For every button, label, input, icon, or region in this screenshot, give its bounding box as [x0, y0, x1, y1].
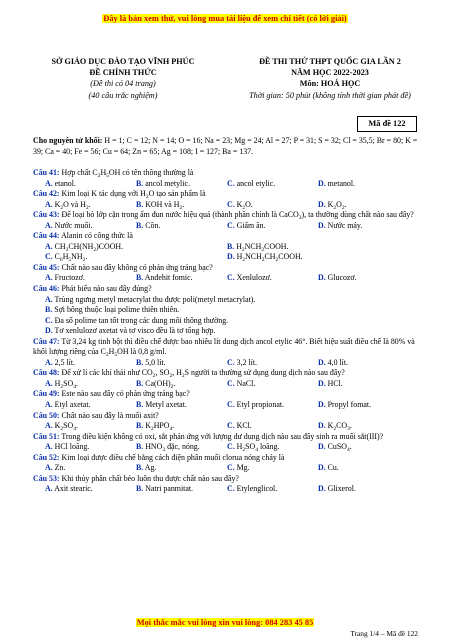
answer-option [136, 200, 227, 211]
answer-option [318, 442, 409, 453]
option-text: $HNO_3$ đặc, nóng. [143, 442, 200, 454]
answer-option [227, 442, 318, 453]
time-limit: Thời gian: 50 phút (không tính thời gian phát đề) [249, 90, 411, 100]
option-letter: C. [227, 357, 235, 367]
question-stem [33, 337, 423, 358]
question-item [33, 189, 423, 210]
question-text: Kim loại được điều chế bằng cách điện phân muối clorua nóng chảy là [59, 452, 285, 462]
question-stem [33, 411, 423, 422]
question-number: Câu 53: [33, 473, 60, 483]
option-text: Tơ xenlulozơ axetat và tơ visco đều là tơ tổng hợp. [52, 326, 216, 336]
option-text: Etylenglicol. [234, 484, 278, 494]
question-item [33, 337, 423, 369]
question-list [33, 168, 423, 495]
answer-option [136, 463, 227, 474]
question-text: Chất nào sau đây không có phản ứng tráng bạc? [59, 262, 213, 272]
option-text: KCl. [234, 421, 252, 431]
option-letter: D. [318, 178, 326, 188]
answer-option [136, 421, 227, 432]
answer-option [136, 484, 227, 495]
option-text: Nước máy. [325, 220, 363, 230]
option-text: $K_2O$ và $H_2$. [52, 199, 91, 211]
option-text: CuSO$_4$. [325, 442, 352, 454]
option-text: $H_2NCH_2CH_2COOH$. [234, 252, 303, 264]
question-item [33, 432, 423, 453]
question-item [33, 263, 423, 284]
option-text: $H_2SO_4$. [52, 378, 78, 390]
question-item [33, 389, 423, 410]
option-letter: C. [45, 315, 53, 325]
option-letter: D. [45, 326, 53, 336]
answer-option [136, 358, 227, 369]
option-letter: C. [227, 442, 235, 452]
option-text: Etyl axetat. [52, 400, 91, 410]
option-text: $K_2O$. [234, 199, 253, 211]
answer-option [318, 421, 409, 432]
official-label: ĐỀ CHÍNH THỨC [89, 68, 157, 78]
exam-code-box: Mã đề 122 [357, 116, 417, 132]
question-text: Trong điều kiện không có oxi, sắt phản ứng với lượng dư dung dịch nào sau đây sinh ra muối sắt(III)? [59, 431, 384, 441]
option-text: Glucozơ. [325, 273, 357, 283]
question-text: Este nào sau đây có phản ứng tráng bạc? [59, 389, 190, 399]
answer-option [33, 295, 423, 306]
option-letter: B. [136, 357, 144, 367]
option-text: ancol etylic. [234, 178, 276, 188]
option-letter: D. [227, 252, 235, 262]
question-number: Câu 46: [33, 284, 60, 294]
answer-options [33, 200, 423, 211]
option-letter: A. [45, 241, 53, 251]
atomic-masses [33, 136, 421, 157]
option-letter: C. [227, 220, 235, 230]
option-text: Nước muối. [52, 220, 93, 230]
question-text: Để xử lí các khí thải như $CO_2$, $SO_2$, $H_2S$ người ta thường sử dụng dung dịch nào sau đây? [59, 368, 345, 380]
answer-options [33, 463, 423, 474]
question-number: Câu 51: [33, 431, 60, 441]
option-letter: B. [45, 305, 53, 315]
option-text: Cồn. [143, 220, 161, 230]
answer-option [33, 326, 423, 337]
option-letter: C. [227, 484, 235, 494]
answer-option [227, 179, 318, 190]
option-text: $C_6H_5NH_2$. [52, 252, 88, 264]
answer-option [318, 358, 409, 369]
option-letter: A. [45, 463, 53, 473]
option-text: HCl. [325, 378, 343, 388]
answer-option [45, 358, 136, 369]
option-letter: A. [45, 199, 53, 209]
question-stem [33, 189, 423, 200]
answer-options [33, 442, 423, 453]
answer-option [318, 179, 409, 190]
option-letter: D. [318, 273, 326, 283]
option-text: KOH và $H_2$. [143, 199, 185, 211]
option-text: $H_2SO_4$ loãng. [234, 442, 280, 454]
question-stem [33, 168, 423, 179]
option-letter: A. [45, 442, 53, 452]
header-right [225, 56, 435, 101]
option-text: 2,5 lít. [52, 357, 76, 367]
answer-options [33, 295, 423, 337]
question-number: Câu 44: [33, 231, 60, 241]
option-letter: A. [45, 484, 53, 494]
answer-option [45, 200, 136, 211]
answer-option [318, 463, 409, 474]
question-stem [33, 263, 423, 274]
option-letter: D. [318, 463, 326, 473]
question-stem [33, 474, 423, 485]
answer-option [227, 463, 318, 474]
option-text: Natri panmitat. [143, 484, 193, 494]
option-letter: D. [318, 199, 326, 209]
option-letter: A. [45, 294, 53, 304]
option-text: $K_2CO_3$. [325, 421, 352, 433]
option-text: Sợi bông thuộc loại polime thiên nhiên. [52, 305, 180, 315]
question-stem [33, 368, 423, 379]
answer-option [33, 305, 423, 316]
option-text: Trùng ngưng metyl metacrylat thu được poli(metyl metacrylat). [52, 294, 256, 304]
question-stem [33, 284, 423, 295]
answer-option [227, 358, 318, 369]
option-letter: C. [227, 178, 235, 188]
page-count-note: (Đề thi có 04 trang) [90, 79, 156, 89]
answer-option [227, 379, 318, 390]
answer-option [318, 484, 409, 495]
option-text: Metyl axetat. [143, 400, 187, 410]
option-letter: B. [136, 442, 144, 452]
option-letter: B. [136, 273, 144, 283]
question-number: Câu 42: [33, 189, 60, 199]
answer-option [227, 252, 409, 263]
answer-option [227, 200, 318, 211]
option-text: HCl loãng. [52, 442, 90, 452]
question-text: Để loại bỏ lớp cặn trong ấm đun nước hiệu quả (thành phần chính là CaCO$_3$), ta thường dùng chất nào sau đây? [59, 210, 414, 222]
option-letter: A. [45, 220, 53, 230]
option-text: $CH_3CH(NH_2)COOH$. [52, 241, 124, 253]
answer-option [227, 400, 318, 411]
option-text: $K_2HPO_4$. [143, 421, 175, 433]
contact-banner [0, 618, 450, 627]
question-stem [33, 432, 423, 443]
question-stem [33, 231, 423, 242]
option-letter: D. [318, 442, 326, 452]
option-letter: C. [45, 252, 53, 262]
exam-title: ĐỀ THI THỬ THPT QUỐC GIA LẦN 2 [259, 57, 401, 66]
answer-options [33, 400, 423, 411]
option-letter: B. [136, 484, 144, 494]
question-number: Câu 47: [33, 336, 60, 346]
answer-option [136, 442, 227, 453]
answer-options [33, 273, 423, 284]
question-stem [33, 453, 423, 464]
question-text: Từ 3,24 kg tinh bột thì điều chế được bao nhiêu lít dung dịch ancol etylic 46°. Biết hiệu suất điều chế là 80% và khối lượng riêng của $C_2H_5OH$ là 0,8 g/ml. [33, 336, 415, 359]
option-letter: B. [136, 199, 144, 209]
preview-notice-banner [0, 14, 450, 23]
question-count-note: (40 câu trắc nghiệm) [88, 90, 158, 100]
option-letter: D. [318, 484, 326, 494]
question-stem [33, 389, 423, 400]
answer-option [45, 421, 136, 432]
answer-option [318, 221, 409, 232]
question-text: Kim loại K tác dụng với $H_2O$ tạo sản phẩm là [59, 189, 206, 201]
answer-options [33, 358, 423, 369]
question-stem [33, 210, 423, 221]
option-letter: C. [227, 273, 235, 283]
option-text: NaCl. [234, 378, 256, 388]
answer-option [227, 273, 318, 284]
answer-option [227, 484, 318, 495]
option-letter: C. [227, 199, 235, 209]
contact-text: Mọi thắc mắc vui lòng xin vui lòng: 084 283 45 85 [136, 618, 314, 627]
answer-options [33, 179, 423, 190]
option-text: Anđehit fomic. [143, 273, 193, 283]
option-letter: C. [227, 421, 235, 431]
option-letter: A. [45, 421, 53, 431]
option-text: Axit stearic. [52, 484, 93, 494]
option-letter: B. [136, 178, 144, 188]
question-text: Hợp chất $C_2H_5OH$ có tên thông thường là [59, 168, 194, 179]
answer-option [45, 442, 136, 453]
option-letter: D. [318, 378, 326, 388]
answer-option [136, 221, 227, 232]
question-item [33, 474, 423, 495]
answer-options [33, 421, 423, 432]
question-number: Câu 50: [33, 410, 60, 420]
answer-option [45, 179, 136, 190]
option-letter: D. [318, 421, 326, 431]
option-text: Glixerol. [325, 484, 356, 494]
option-text: Mg. [234, 463, 250, 473]
question-number: Câu 49: [33, 389, 60, 399]
option-text: Etyl propionat. [234, 400, 284, 410]
answer-option [45, 463, 136, 474]
question-number: Câu 41: [33, 168, 60, 177]
option-text: $K_2O_2$. [325, 199, 347, 211]
answer-option [45, 252, 227, 263]
option-text: 4,0 lít. [325, 357, 349, 367]
answer-option [45, 484, 136, 495]
option-letter: D. [318, 220, 326, 230]
answer-option [45, 242, 227, 253]
answer-option [318, 273, 409, 284]
option-text: $H_2NCH_2COOH$. [234, 241, 289, 253]
option-text: ancol metylic. [143, 178, 190, 188]
option-letter: A. [45, 273, 53, 283]
preview-notice-text: Đây là bản xem thử, vui lòng mua tài liệu để xem chi tiết (có lời giải) [103, 14, 347, 23]
question-number: Câu 52: [33, 452, 60, 462]
answer-options [33, 379, 423, 390]
option-letter: B. [136, 400, 144, 410]
option-text: Đa số polime tan tốt trong các dung môi thông thường. [52, 315, 229, 325]
answer-option [45, 221, 136, 232]
question-number: Câu 48: [33, 368, 60, 378]
atomic-masses-values: H = 1; C = 12; N = 14; O = 16; Na = 23; Mg = 24; Al = 27; P = 31; S = 32; Cl = 35,5; Br = 80; K = 39; Ca = 40; Fe = 56; Cu = 64; Zn = 65; Ag = 108; I = 127; Ba = 137. [33, 136, 418, 156]
option-letter: C. [227, 400, 235, 410]
question-item [33, 168, 423, 189]
answer-option [318, 379, 409, 390]
option-letter: A. [45, 357, 53, 367]
option-text: Zn. [52, 463, 66, 473]
answer-option [45, 273, 136, 284]
question-item [33, 368, 423, 389]
option-letter: D. [318, 400, 326, 410]
option-text: etanol. [52, 178, 76, 188]
answer-options [33, 221, 423, 232]
question-item [33, 231, 423, 263]
option-letter: B. [227, 241, 235, 251]
option-text: Xenlulozơ. [234, 273, 272, 283]
question-item [33, 210, 423, 231]
answer-option [227, 242, 409, 253]
option-letter: C. [227, 378, 235, 388]
option-text: metanol. [325, 178, 356, 188]
answer-option [45, 400, 136, 411]
answer-option [318, 400, 409, 411]
option-text: Fructozơ. [52, 273, 85, 283]
answer-option [136, 273, 227, 284]
answer-options [33, 484, 423, 495]
answer-option [136, 400, 227, 411]
option-letter: B. [136, 220, 144, 230]
option-letter: C. [227, 463, 235, 473]
atomic-masses-label: Cho nguyên tử khối: [33, 136, 103, 145]
subject: Môn: HOÁ HỌC [299, 79, 361, 89]
question-number: Câu 45: [33, 262, 60, 272]
option-text: $K_2SO_4$. [52, 421, 78, 433]
option-letter: A. [45, 378, 53, 388]
option-text: 3,2 lít. [234, 357, 258, 367]
option-text: $Ca(OH)_2$. [143, 378, 176, 390]
option-letter: A. [45, 400, 53, 410]
question-item [33, 453, 423, 474]
question-item [33, 411, 423, 432]
answer-option [227, 221, 318, 232]
option-letter: A. [45, 178, 53, 188]
option-text: Propyl fomat. [325, 400, 372, 410]
page-footer: Trang 1/4 – Mã đề 122 [350, 629, 418, 638]
question-text: Chất nào sau đây là muối axit? [59, 410, 159, 420]
option-text: Ag. [143, 463, 157, 473]
option-letter: B. [136, 463, 144, 473]
answer-option [136, 179, 227, 190]
department-name: SỞ GIÁO DỤC ĐÀO TẠO VĨNH PHÚC [51, 57, 195, 66]
question-item [33, 284, 423, 337]
option-text: Giấm ăn. [234, 220, 266, 230]
option-letter: B. [136, 421, 144, 431]
answer-option [318, 200, 409, 211]
question-text: Khi thủy phân chất béo luôn thu được chất nào sau đây? [59, 473, 239, 483]
answer-option [136, 379, 227, 390]
question-text: Phát biểu nào sau đây đúng? [59, 284, 152, 294]
option-text: Cu. [325, 463, 339, 473]
answer-option [227, 421, 318, 432]
question-text: Alanin có công thức là [59, 231, 133, 241]
school-year: NĂM HỌC 2022-2023 [291, 68, 369, 78]
answer-option [33, 316, 423, 327]
answer-option [45, 379, 136, 390]
option-letter: D. [318, 357, 326, 367]
header-left [34, 56, 212, 101]
option-text: 5,0 lít. [143, 357, 166, 367]
option-letter: B. [136, 378, 144, 388]
answer-options [33, 242, 423, 263]
question-number: Câu 43: [33, 210, 60, 220]
